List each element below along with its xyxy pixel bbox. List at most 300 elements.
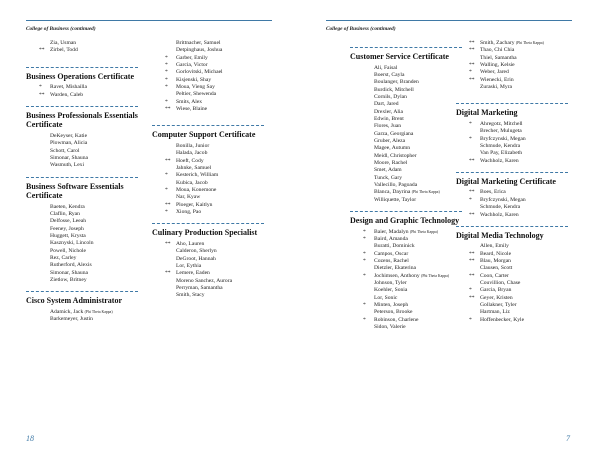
graduate-name: Bryfczynski, Megan xyxy=(480,135,526,142)
honor-mark: ** xyxy=(469,189,475,196)
right-column-1 xyxy=(350,40,462,331)
graduate-name: Kubica, Jacob xyxy=(176,179,208,186)
honor-mark: * xyxy=(165,209,168,216)
honor-society-note: (Phi Theta Kappa) xyxy=(421,273,450,278)
graduate-entry xyxy=(456,251,568,258)
top-rule xyxy=(326,20,572,21)
graduate-entry xyxy=(456,77,568,84)
graduate-name: Moua, Konemone xyxy=(176,187,217,193)
graduate-entry xyxy=(456,295,568,302)
graduate-name: Johnson, Tyler xyxy=(374,279,407,286)
graduate-name: Peterson, Brooke xyxy=(374,309,413,316)
graduate-entry xyxy=(456,189,568,196)
graduate-name: Garcia, Victor xyxy=(176,62,208,69)
graduate-entry xyxy=(350,302,462,309)
graduate-name: Zia, Usman xyxy=(50,40,77,46)
graduate-name: Garza, Georgiana xyxy=(374,130,414,137)
honor-mark: ** xyxy=(165,106,171,113)
graduate-name: Nar, Kyaw xyxy=(176,194,201,201)
graduate-name: Allen, Emily xyxy=(480,243,509,250)
honor-mark: * xyxy=(39,84,42,91)
graduate-name: Smith, Stacy xyxy=(176,292,205,299)
section-spacer xyxy=(152,113,264,118)
graduate-name: Gruber, Aleza xyxy=(374,137,406,144)
honor-mark: ** xyxy=(165,157,171,164)
graduate-name: Xiong, Pao xyxy=(176,209,202,216)
graduate-entry xyxy=(456,287,568,294)
honor-mark: * xyxy=(469,69,472,76)
section-heading: Business Operations Certificate xyxy=(26,71,134,81)
graduate-entry xyxy=(26,162,138,169)
graduate-name: Flores, Juan xyxy=(374,123,402,130)
graduate-entry xyxy=(152,209,264,216)
graduate-name: Williquette, Taylor xyxy=(374,196,417,203)
graduate-name: DeGroot, Hannah xyxy=(176,255,216,262)
graduate-entry xyxy=(152,263,264,270)
graduate-entry xyxy=(350,94,462,101)
graduate-entry xyxy=(152,248,264,255)
honor-mark: * xyxy=(363,235,366,242)
graduate-name: Walling, Kelsie xyxy=(480,62,515,69)
graduate-entry xyxy=(350,309,462,316)
graduate-name: Gorlovitski, Michael xyxy=(176,69,223,76)
graduate-entry xyxy=(152,292,264,299)
honor-mark: ** xyxy=(39,91,45,98)
graduate-name: Moua, Vieng Say xyxy=(176,84,215,91)
graduate-name: Simonar, Shauna xyxy=(50,154,88,161)
graduate-entry xyxy=(26,140,138,147)
honor-mark: * xyxy=(165,187,168,193)
graduate-name: Van Pay, Elizabeth xyxy=(480,150,523,157)
graduate-entry xyxy=(350,189,462,196)
section-divider xyxy=(26,291,138,292)
graduate-name: Baeten, Kendra xyxy=(50,203,85,210)
honor-mark: * xyxy=(363,301,366,308)
graduate-name: DeKeyser, Katie xyxy=(50,132,88,139)
graduate-entry xyxy=(456,136,568,143)
graduate-name: Buratti, Dominick xyxy=(374,243,415,250)
graduate-entry xyxy=(152,187,264,194)
graduate-name: Magee, Autumn xyxy=(374,145,411,152)
honor-mark: * xyxy=(165,69,168,76)
graduate-entry xyxy=(350,258,462,265)
graduate-name: Ravet, Mishailla xyxy=(50,84,87,91)
graduate-name: Lemere, Eaden xyxy=(176,270,210,277)
graduate-entry xyxy=(350,160,462,167)
graduate-name: Koehler, Sonia xyxy=(374,287,408,294)
graduate-name: Minten, Joseph xyxy=(374,301,409,308)
graduate-name: Smet, Adam xyxy=(374,167,402,174)
left-column-2 xyxy=(152,40,264,300)
graduate-entry xyxy=(26,262,138,269)
graduate-entry xyxy=(350,123,462,130)
graduate-name: Vallecillo, Pagoada xyxy=(374,182,418,188)
section-divider xyxy=(26,177,138,178)
graduate-entry xyxy=(350,236,462,243)
graduate-name: Weber, Jared xyxy=(480,69,509,76)
honor-mark: * xyxy=(363,316,366,323)
graduate-name: Smits, Alex xyxy=(176,98,203,105)
graduate-entry xyxy=(26,204,138,211)
honor-mark: * xyxy=(469,316,472,323)
graduate-entry xyxy=(26,133,138,140)
graduate-entry xyxy=(350,65,462,72)
graduate-entry xyxy=(152,47,264,54)
graduate-name: Wachholz, Karen xyxy=(480,211,519,218)
graduate-name: Schott, Carol xyxy=(50,147,80,154)
graduate-entry xyxy=(456,47,568,54)
graduate-name: Dietzler, Ekaterina xyxy=(374,265,417,272)
graduate-entry xyxy=(350,101,462,108)
running-head: College of Business (continued) xyxy=(26,26,96,32)
honor-mark: ** xyxy=(469,294,475,301)
graduate-name: Garber, Emily xyxy=(176,54,208,61)
graduate-entry xyxy=(152,256,264,263)
graduate-entry xyxy=(456,121,568,128)
graduate-entry xyxy=(350,243,462,250)
graduate-entry xyxy=(152,143,264,150)
graduate-name: Feeney, Joseph xyxy=(50,225,84,232)
graduate-entry xyxy=(26,226,138,233)
graduate-entry xyxy=(26,248,138,255)
page-number: 18 xyxy=(26,434,34,443)
section-divider xyxy=(456,226,568,227)
graduate-entry xyxy=(26,155,138,162)
graduate-entry xyxy=(456,265,568,272)
section-heading: Customer Service Certificate xyxy=(350,52,449,61)
honor-mark: * xyxy=(363,250,366,257)
right-page xyxy=(300,0,600,463)
graduate-entry xyxy=(26,270,138,277)
graduate-name: Cornils, Dylan xyxy=(374,93,407,100)
graduate-name: Kisjenski, Shay xyxy=(176,76,212,83)
honor-mark: * xyxy=(165,62,168,69)
graduate-entry xyxy=(456,150,568,157)
section-heading: Business Software Essentials Certificate xyxy=(26,181,124,201)
graduate-entry xyxy=(26,84,138,91)
graduate-entry xyxy=(456,258,568,265)
honor-mark: ** xyxy=(469,250,475,257)
honor-mark: * xyxy=(469,135,472,142)
section-divider xyxy=(152,125,264,126)
graduate-entry xyxy=(456,212,568,219)
honor-mark: ** xyxy=(469,47,475,54)
graduate-entry xyxy=(350,138,462,145)
honor-mark: ** xyxy=(469,40,475,46)
section-spacer xyxy=(456,91,568,96)
section-heading: Design and Graphic Technology xyxy=(350,216,460,226)
honor-mark: ** xyxy=(469,157,475,164)
honor-mark: * xyxy=(469,196,472,203)
graduate-entry xyxy=(350,229,462,236)
graduate-name: Detpinghaus, Joshua xyxy=(176,47,223,54)
right-column-2 xyxy=(456,40,568,324)
graduate-name: Simonar, Shauna xyxy=(50,269,88,276)
graduate-entry xyxy=(350,324,462,331)
graduate-entry xyxy=(26,92,138,99)
graduate-name: Calderon, Sherlyn xyxy=(176,248,217,255)
graduate-entry xyxy=(456,55,568,62)
graduate-name: Baird, Amanda xyxy=(374,235,408,242)
graduate-name: Drexler, Alia xyxy=(374,108,403,115)
graduate-entry xyxy=(456,309,568,316)
graduate-name: Boulanger, Branden xyxy=(374,79,419,86)
honor-mark: ** xyxy=(469,258,475,265)
graduate-name: Brittnacher, Samuel xyxy=(176,40,221,46)
graduate-name: Peltier, Shewenda xyxy=(176,91,217,98)
graduate-entry xyxy=(152,55,264,62)
graduate-name: Cozens, Rachel xyxy=(374,257,409,264)
honor-mark: ** xyxy=(165,270,171,277)
honor-mark: * xyxy=(165,76,168,83)
graduate-name: Huggett, Krysta xyxy=(50,232,86,239)
graduate-name: Sidon, Valerie xyxy=(374,324,406,330)
graduate-entry xyxy=(152,158,264,165)
graduate-name: Blau, Morgan xyxy=(480,258,511,265)
honor-society-note: (Phi Theta Kappa) xyxy=(411,190,440,195)
section-spacer xyxy=(26,55,138,60)
graduate-name: Wachholz, Karen xyxy=(480,157,519,164)
graduate-entry xyxy=(152,62,264,69)
graduate-entry xyxy=(456,158,568,165)
graduate-name: Bonilla, Junior xyxy=(176,142,210,149)
section-heading: Digital Media Technology xyxy=(456,230,544,240)
graduate-name: Ahregotz, Mitchell xyxy=(480,120,523,127)
graduate-name: Perryman, Samantha xyxy=(176,284,223,291)
graduate-name: Adamick, Jack xyxy=(50,308,84,315)
graduate-name: Ploeger, Kaitlyn xyxy=(176,201,213,208)
graduate-entry xyxy=(350,265,462,272)
graduate-entry xyxy=(26,233,138,240)
graduate-name: Burdick, Mitchell xyxy=(374,86,414,93)
graduate-entry xyxy=(26,148,138,155)
graduate-name: Halada, Jacob xyxy=(176,150,208,157)
graduate-name: Hoffenbecker, Kyle xyxy=(480,316,525,323)
graduate-name: Blanca, Dayrina xyxy=(374,189,411,196)
graduate-entry xyxy=(456,273,568,280)
graduate-name: Geyer, Kristen xyxy=(480,294,513,301)
graduate-name: Zietlow, Britney xyxy=(50,277,87,284)
honor-society-note: (Phi Theta Kappa) xyxy=(84,309,113,314)
section-heading: Digital Marketing xyxy=(456,108,518,118)
section-heading: Business Professionals Essentials Certificate xyxy=(26,110,138,130)
graduate-entry xyxy=(350,145,462,152)
graduate-entry xyxy=(456,128,568,135)
graduate-entry xyxy=(26,316,138,323)
graduate-entry xyxy=(26,277,138,284)
graduate-name: Warden, Caleb xyxy=(50,91,84,98)
graduate-entry xyxy=(456,197,568,204)
graduate-entry xyxy=(152,91,264,98)
graduate-name: Thao, Chi Chia xyxy=(480,47,515,54)
graduate-name: Zirbel, Todd xyxy=(50,47,78,54)
graduate-entry xyxy=(350,109,462,116)
graduate-entry xyxy=(152,84,264,91)
honor-society-note: (Phi Theta Kappa) xyxy=(409,229,438,234)
graduate-name: Garcia, Bryan xyxy=(480,287,512,294)
graduate-name: Plowman, Alicia xyxy=(50,140,88,147)
page-number: 7 xyxy=(566,434,570,443)
graduate-entry xyxy=(456,62,568,69)
graduate-name: Meidl, Christopher xyxy=(374,152,417,159)
graduate-entry xyxy=(350,116,462,123)
graduate-name: Lor, Eythia xyxy=(176,262,202,269)
graduate-name: Delfosse, Leeah xyxy=(50,218,87,225)
graduate-entry xyxy=(26,240,138,247)
honor-mark: * xyxy=(363,257,366,264)
graduate-name: Campos, Oscar xyxy=(374,250,409,257)
graduate-name: Couvillion, Chase xyxy=(480,280,521,287)
graduate-name: Dart, Jared xyxy=(374,101,399,108)
honor-mark: ** xyxy=(165,201,171,208)
graduate-entry xyxy=(456,204,568,211)
left-column-1 xyxy=(26,40,138,324)
graduate-name: Kesterich, William xyxy=(176,172,219,179)
graduate-name: Lor, Sonic xyxy=(374,294,398,301)
honor-mark: * xyxy=(469,287,472,294)
honor-mark: ** xyxy=(165,240,171,247)
graduate-entry xyxy=(152,69,264,76)
honor-mark: ** xyxy=(469,76,475,83)
graduate-entry xyxy=(350,167,462,174)
graduate-name: Hoeft, Cody xyxy=(176,157,204,164)
graduate-name: Edwin, Brent xyxy=(374,115,404,122)
graduate-name: Coon, Carter xyxy=(480,272,509,279)
graduate-entry xyxy=(152,165,264,172)
graduate-entry xyxy=(350,182,462,189)
honor-mark: * xyxy=(363,228,366,235)
graduate-entry xyxy=(456,280,568,287)
graduate-entry xyxy=(152,285,264,292)
graduate-entry xyxy=(152,270,264,277)
graduate-name: Smith, Zachary xyxy=(480,40,515,46)
graduate-entry xyxy=(152,172,264,179)
section-divider xyxy=(26,67,138,68)
graduate-entry xyxy=(456,317,568,324)
honor-mark: * xyxy=(165,98,168,105)
graduate-entry xyxy=(456,243,568,250)
graduate-entry xyxy=(152,77,264,84)
honor-mark: * xyxy=(165,84,168,91)
graduate-name: Schmude, Kendra xyxy=(480,142,521,149)
graduate-name: Brecher, Mulugeta xyxy=(480,128,522,135)
graduate-name: Tunck, Gary xyxy=(374,174,403,181)
section-heading: Digital Marketing Certificate xyxy=(456,176,556,186)
graduate-entry xyxy=(456,69,568,76)
graduate-entry xyxy=(152,278,264,285)
top-rule xyxy=(26,20,272,21)
graduate-name: Boerst, Cayla xyxy=(374,71,405,78)
graduate-name: Wiese, Blaine xyxy=(176,106,208,113)
graduate-entry xyxy=(456,40,568,47)
graduate-name: Zuraski, Myra xyxy=(480,84,513,91)
honor-mark: ** xyxy=(469,62,475,69)
graduate-name: Moreno Sanchez, Aurora xyxy=(176,277,233,284)
graduate-name: Aho, Lauren xyxy=(176,240,205,247)
graduate-entry xyxy=(152,202,264,209)
section-divider xyxy=(350,47,462,48)
graduate-name: Rutherford, Alexis xyxy=(50,262,92,269)
section-heading: Computer Support Certificate xyxy=(152,130,256,140)
graduate-name: Powell, Nichole xyxy=(50,247,87,254)
graduate-name: Barkemeyer, Justin xyxy=(50,316,93,323)
graduate-entry xyxy=(152,150,264,157)
graduate-entry xyxy=(350,197,462,204)
running-head: College of Business (continued) xyxy=(326,26,396,32)
graduate-name: Robinson, Charlene xyxy=(374,316,419,323)
graduate-entry xyxy=(350,72,462,79)
honor-mark: * xyxy=(363,272,366,279)
graduate-entry xyxy=(26,40,138,47)
graduate-entry xyxy=(26,47,138,54)
graduate-entry xyxy=(456,84,568,91)
honor-mark: * xyxy=(165,172,168,179)
graduate-entry xyxy=(152,106,264,113)
graduate-name: Moore, Rachel xyxy=(374,159,408,166)
graduate-name: Claflin, Ryan xyxy=(50,210,80,217)
graduate-entry xyxy=(26,309,138,316)
section-divider xyxy=(456,172,568,173)
graduate-entry xyxy=(350,280,462,287)
graduate-name: Wienecki, Erin xyxy=(480,76,514,83)
section-divider xyxy=(26,106,138,107)
graduate-entry xyxy=(152,180,264,187)
graduate-entry xyxy=(350,153,462,160)
graduate-name: Clausen, Scott xyxy=(480,265,513,272)
graduate-entry xyxy=(152,194,264,201)
graduate-name: Jochimsen, Anthony xyxy=(374,272,420,279)
honor-mark: ** xyxy=(39,47,45,54)
section-divider xyxy=(152,223,264,224)
graduate-entry xyxy=(26,218,138,225)
graduate-entry xyxy=(350,131,462,138)
graduate-name: Gollakner, Tyler xyxy=(480,302,517,309)
honor-mark: * xyxy=(165,54,168,61)
graduate-name: Bryfczynski, Megan xyxy=(480,196,526,203)
graduate-entry xyxy=(152,40,264,47)
section-divider xyxy=(456,103,568,104)
graduate-name: Hartman, Liz xyxy=(480,309,510,316)
graduate-name: Boes, Erica xyxy=(480,189,506,196)
graduate-name: Rez, Carley xyxy=(50,255,77,261)
graduate-entry xyxy=(350,295,462,302)
graduate-entry xyxy=(350,87,462,94)
honor-mark: ** xyxy=(469,272,475,279)
graduate-name: Thiel, Samantha xyxy=(480,54,517,61)
graduate-entry xyxy=(456,143,568,150)
graduate-entry xyxy=(152,99,264,106)
section-divider xyxy=(350,211,462,212)
honor-mark: * xyxy=(469,120,472,127)
graduate-entry xyxy=(152,241,264,248)
graduate-entry xyxy=(456,302,568,309)
section-heading: Cisco System Administrator xyxy=(26,296,122,306)
graduate-name: Ali, Faisal xyxy=(374,64,398,71)
graduate-entry xyxy=(350,175,462,182)
graduate-name: Wasmuth, Lexi xyxy=(50,162,85,169)
graduate-name: Kasznyski, Lincoln xyxy=(50,240,94,247)
honor-mark: ** xyxy=(469,211,475,218)
graduate-entry xyxy=(350,317,462,324)
graduate-name: Beard, Nicole xyxy=(480,250,512,257)
graduate-name: Jahnke, Samuel xyxy=(176,164,212,171)
graduate-entry xyxy=(350,273,462,280)
graduate-name: Baier, Madalyn xyxy=(374,228,409,235)
graduate-entry xyxy=(350,251,462,258)
graduate-name: Schmude, Kendra xyxy=(480,204,521,211)
graduate-entry xyxy=(350,287,462,294)
graduate-entry xyxy=(350,79,462,86)
